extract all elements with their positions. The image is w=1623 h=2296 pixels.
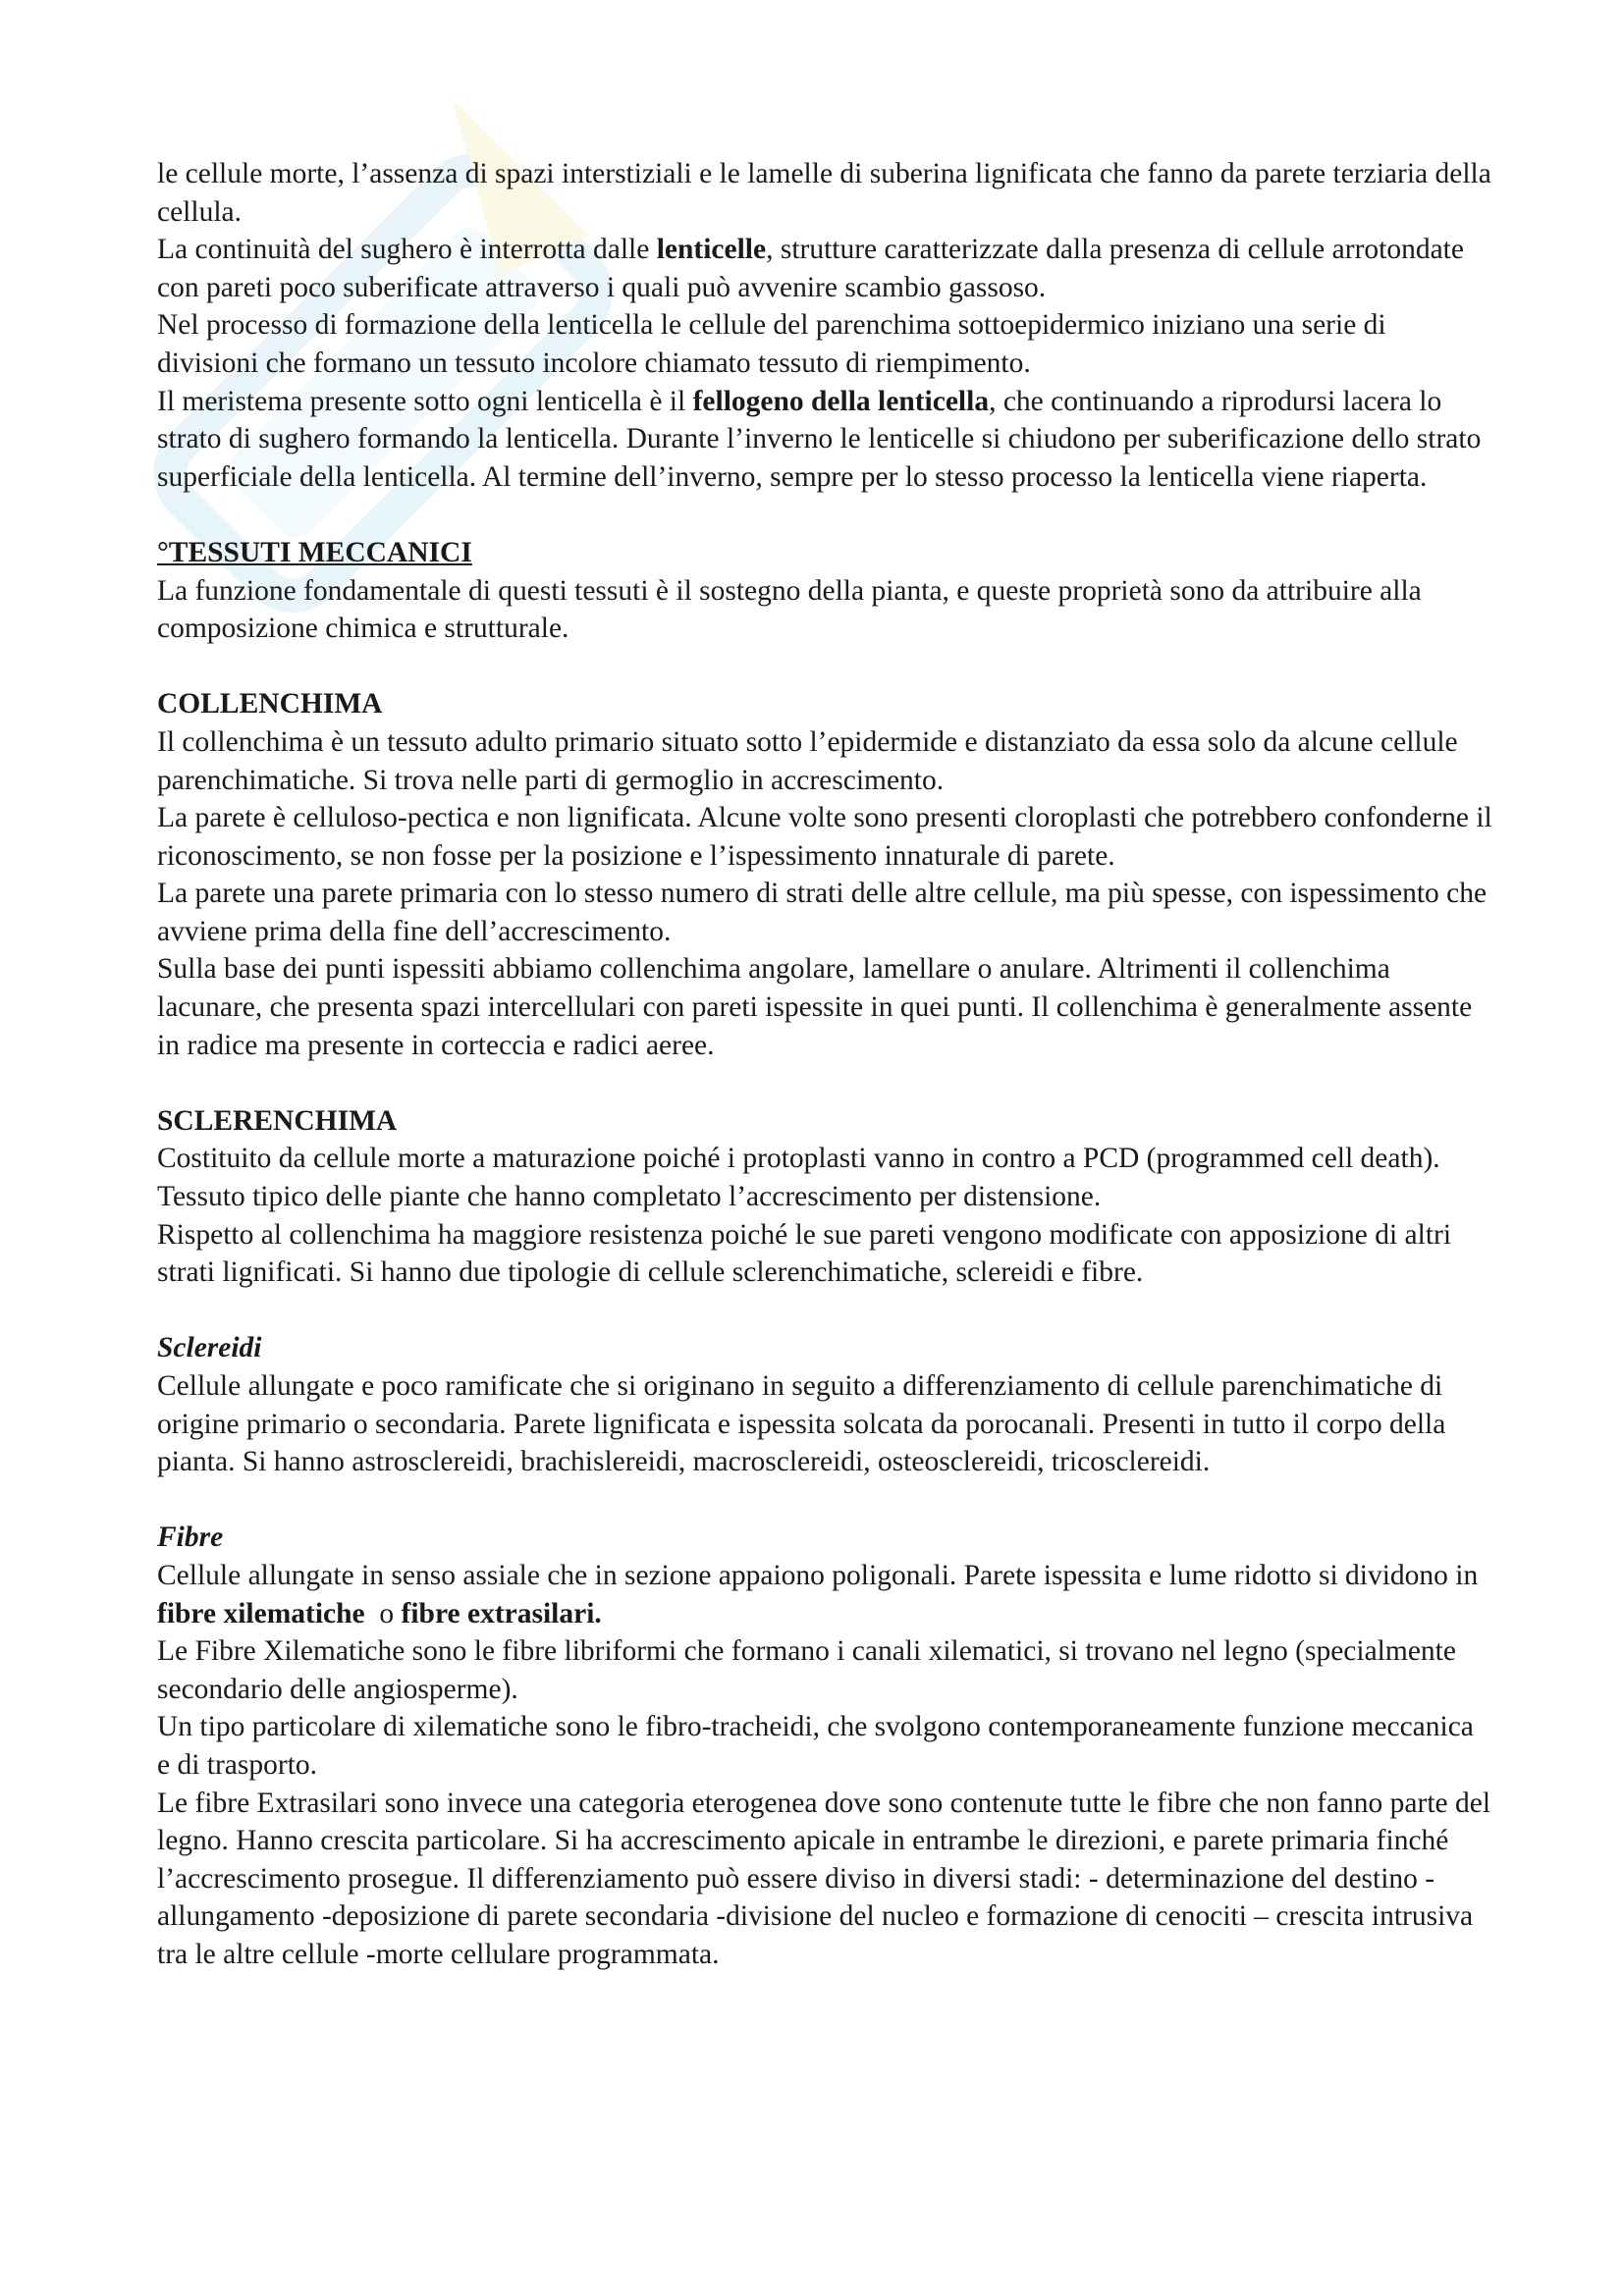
- bold-term: fellogeno della lenticella: [692, 385, 990, 417]
- paragraph: Un tipo particolare di xilematiche sono le fibro-tracheidi, che svolgono contemporaneamente funzione meccanica e di trasporto.: [157, 1711, 1474, 1781]
- subsection-heading: Fibre: [157, 1522, 224, 1554]
- document-page: [157, 155, 1492, 1974]
- paragraph: La parete è celluloso-pectica e non lignificata. Alcune volte sono presenti cloroplasti che potrebbero confonderne il riconoscimento, se non fosse per la posizione e l’ispessimento innaturale di parete.: [157, 802, 1492, 872]
- section-heading: COLLENCHIMA: [157, 688, 383, 721]
- subsection-heading: Sclereidi: [157, 1332, 262, 1364]
- paragraph: Le fibre Extrasilari sono invece una categoria eterogenea dove sono contenute tutte le fibre che non fanno parte del legno. Hanno crescita particolare. Si ha accrescimento apicale in entrambe le direzioni, e parete primaria finché l’accrescimento prosegue. Il differenziamento può essere diviso in diversi stadi: - determinazione del destino -allungamento -deposizione di parete secondaria -divisione del nucleo e formazione di cenociti – crescita intrusiva tra le altre cellule -morte cellulare programmata.: [157, 1787, 1491, 1970]
- bold-term: fibre extrasilari.: [401, 1597, 602, 1629]
- paragraph: Costituito da cellule morte a maturazione poiché i protoplasti vanno in contro a PCD (programmed cell death). Tessuto tipico delle piante che hanno completato l’accrescimento per distensione.: [157, 1143, 1440, 1213]
- paragraph: Il collenchima è un tessuto adulto primario situato sotto l’epidermide e distanziato da essa solo da alcune cellule parenchimatiche. Si trova nelle parti di germoglio in accrescimento.: [157, 725, 1458, 796]
- paragraph: le cellule morte, l’assenza di spazi interstiziali e le lamelle di suberina lignificata che fanno da parete terziaria della cellula.: [157, 158, 1491, 228]
- paragraph: Sulla base dei punti ispessiti abbiamo collenchima angolare, lamellare o anulare. Altrimenti il collenchima lacunare, che presenta spazi intercellulari con pareti ispessite in quei punti. Il collenchima è generalmente assente in radice ma presente in corteccia e radici aeree.: [157, 953, 1473, 1061]
- paragraph: Nel processo di formazione della lenticella le cellule del parenchima sottoepidermico iniziano una serie di divisioni che formano un tessuto incolore chiamato tessuto di riempimento.: [157, 309, 1386, 379]
- paragraph: Rispetto al collenchima ha maggiore resistenza poiché le sue pareti vengono modificate con apposizione di altri strati lignificati. Si hanno due tipologie di cellule sclerenchimatiche, sclereidi e fibre.: [157, 1218, 1452, 1289]
- paragraph: La parete una parete primaria con lo stesso numero di strati delle altre cellule, ma più spesse, con ispessimento che avviene prima della fine dell’accrescimento.: [157, 878, 1488, 947]
- bold-term: fibre xilematiche: [157, 1597, 365, 1629]
- section-heading: °TESSUTI MECCANICI: [157, 536, 472, 568]
- bold-term: lenticelle: [656, 234, 767, 266]
- paragraph: La funzione fondamentale di questi tessuti è il sostegno della pianta, e queste proprietà sono da attribuire alla composizione chimica e strutturale.: [157, 574, 1422, 645]
- section-heading: SCLERENCHIMA: [157, 1104, 398, 1137]
- paragraph: Cellule allungate e poco ramificate che si originano in seguito a differenziamento di cellule parenchimatiche di origine primario o secondaria. Parete lignificata e ispessita solcata da porocanali. Presenti in tutto il corpo della pianta. Si hanno astrosclereidi, brachislereidi, macrosclereidi, osteosclereidi, tricosclereidi.: [157, 1370, 1446, 1478]
- paragraph: Cellule allungate in senso assiale che in sezione appaiono poligonali. Parete ispessita e lume ridotto si dividono in fibre xilematiche o fibre extrasilari.: [157, 1559, 1479, 1629]
- paragraph: La continuità del sughero è interrotta dalle lenticelle, strutture caratterizzate dalla presenza di cellule arrotondate con pareti poco suberificate attraverso i quali può avvenire scambio gassoso.: [157, 234, 1464, 303]
- paragraph: Il meristema presente sotto ogni lenticella è il fellogeno della lenticella, che continuando a riprodursi lacera lo strato di sughero formando la lenticella. Durante l’inverno le lenticelle si chiudono per suberificazione dello strato superficiale della lenticella. Al termine dell’inverno, sempre per lo stesso processo la lenticella viene riaperta.: [157, 385, 1482, 493]
- paragraph: Le Fibre Xilematiche sono le fibre libriformi che formano i canali xilematici, si trovano nel legno (specialmente secondario delle angiosperme).: [157, 1635, 1456, 1705]
